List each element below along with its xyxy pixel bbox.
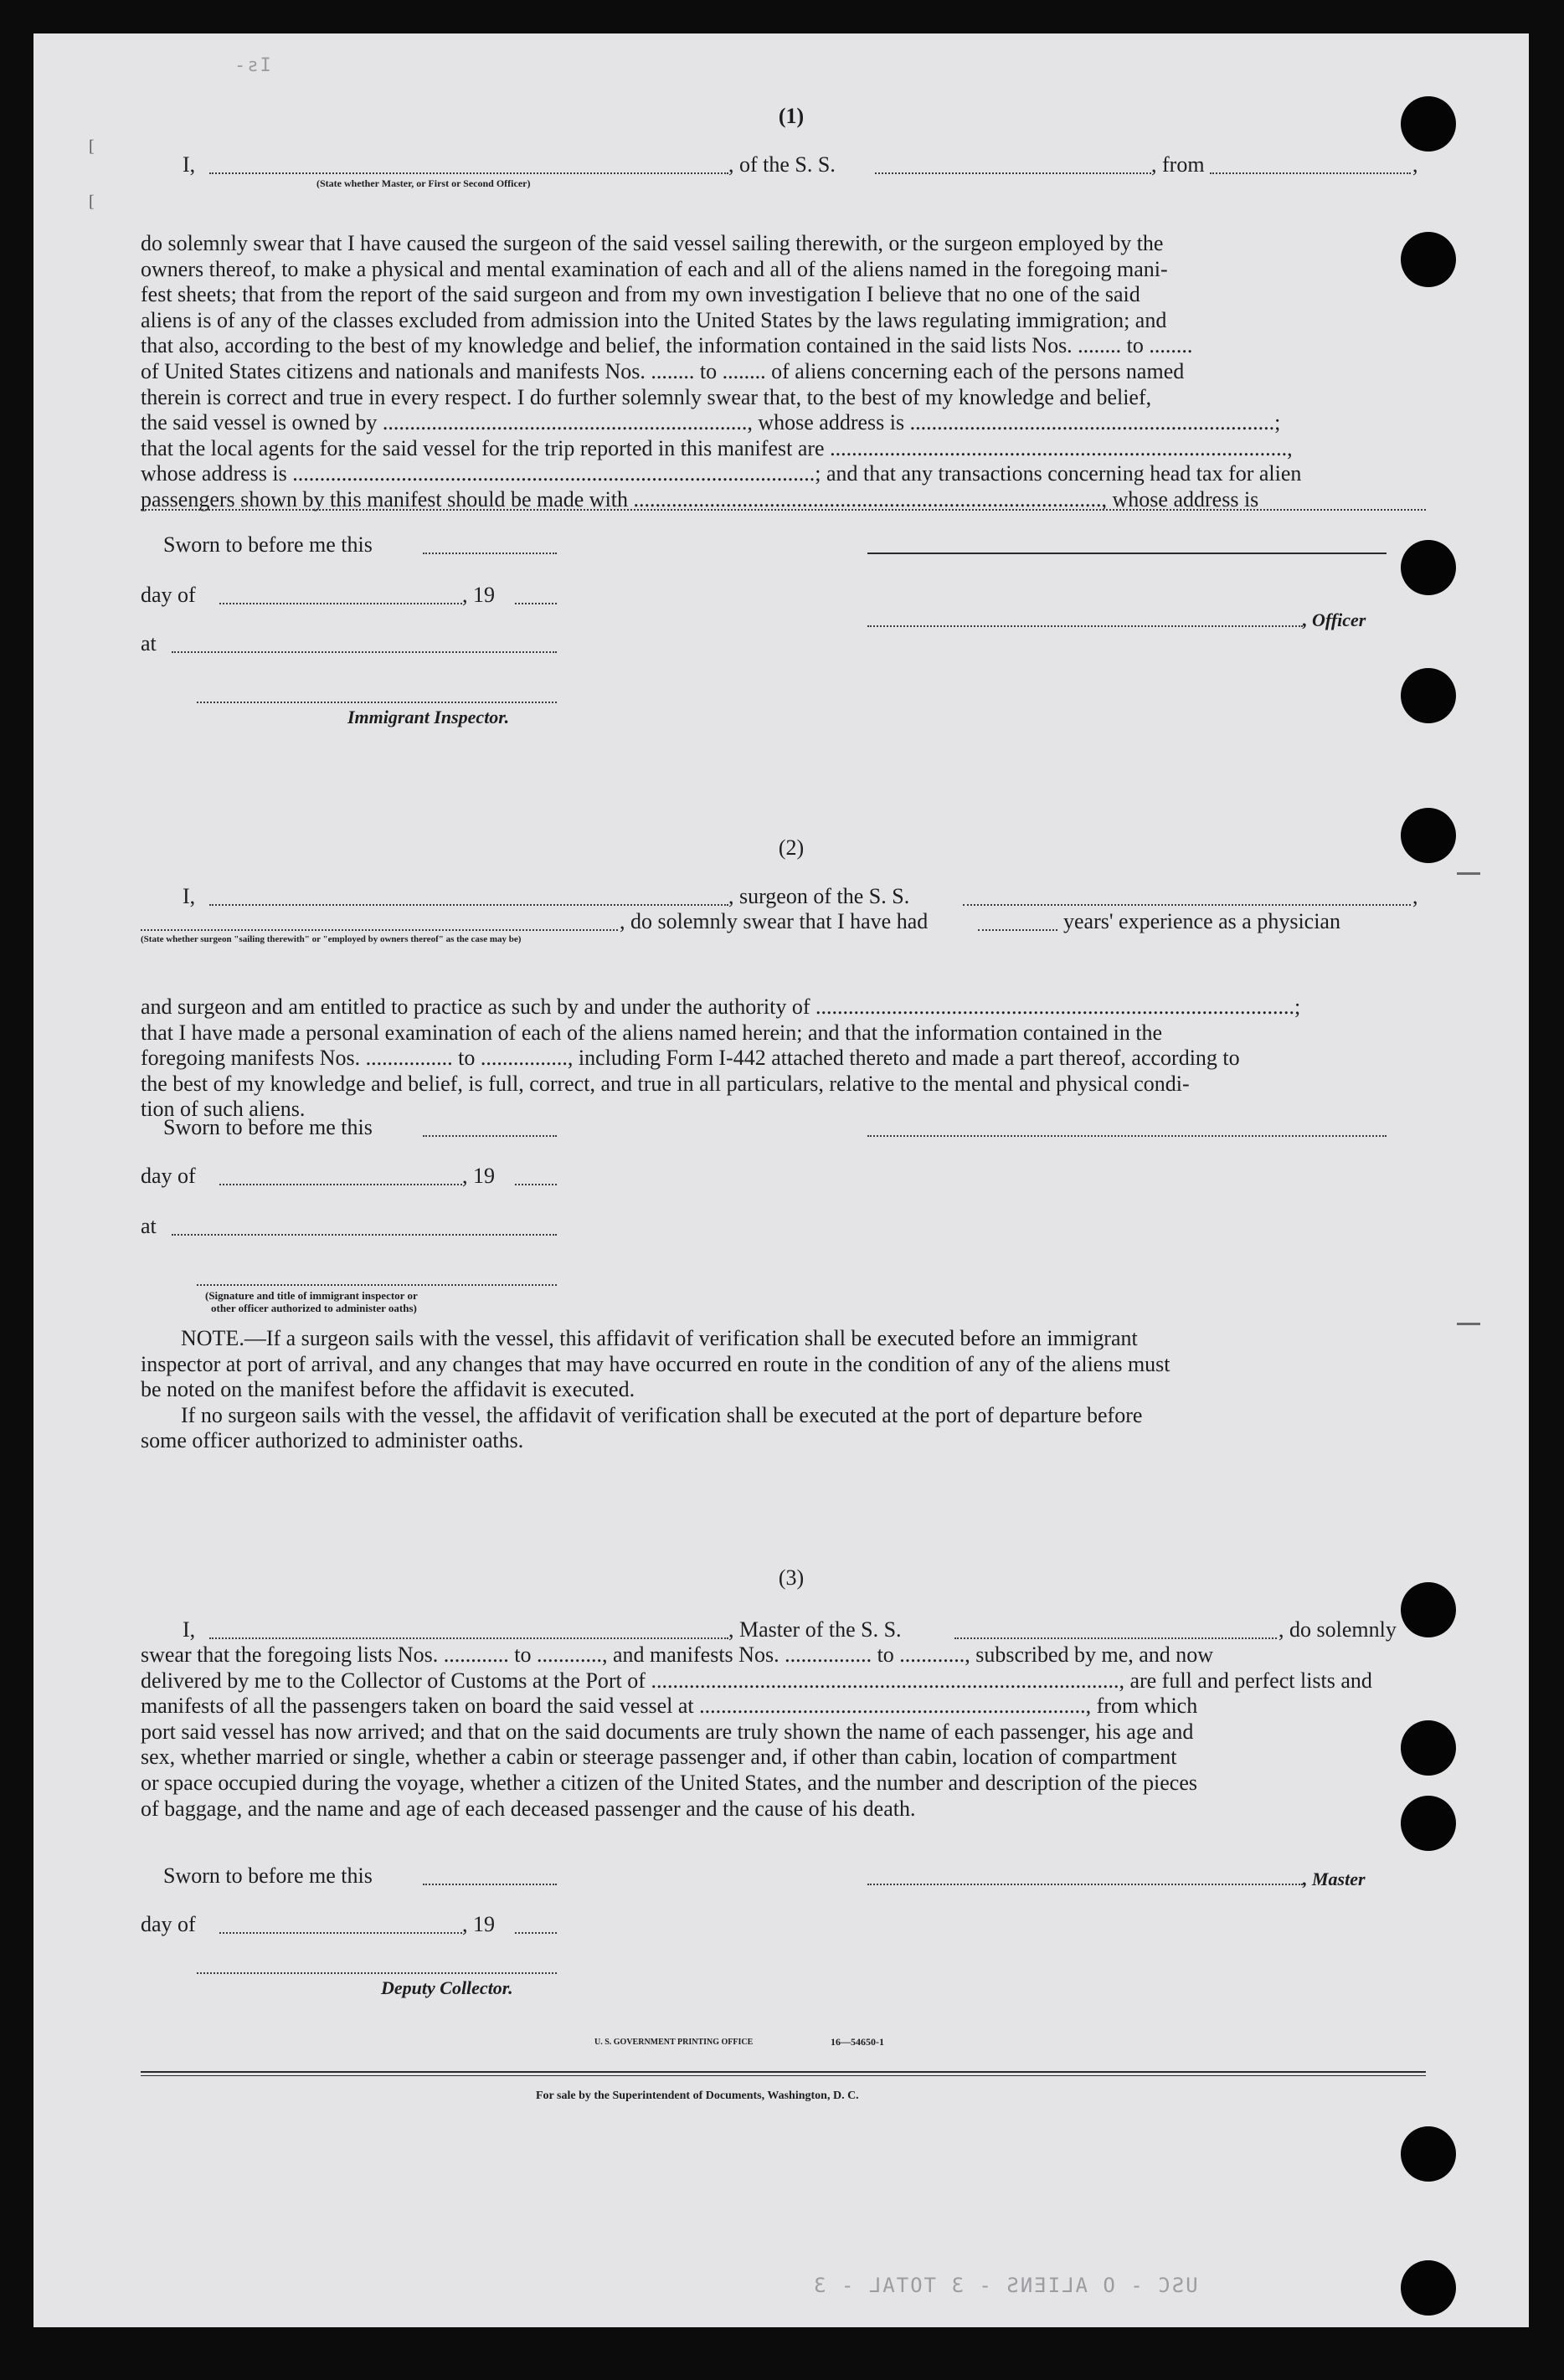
sworn-date-field[interactable] — [423, 553, 557, 554]
sworn-date-field[interactable] — [423, 1884, 557, 1885]
master-name-field[interactable] — [209, 1637, 728, 1639]
deputy-signature-line[interactable] — [197, 1972, 557, 1974]
footer-rule — [141, 2071, 1426, 2073]
year-label: , 19 — [462, 1912, 495, 1936]
punch-hole — [1401, 540, 1456, 595]
master-label: , Master — [1303, 1869, 1366, 1889]
paragraph-line: or space occupied during the voyage, whether a citizen of the United States, and the number and description of the pieces — [141, 1770, 1198, 1795]
day-of-field[interactable] — [219, 1184, 462, 1185]
day-of-label: day of — [141, 1164, 196, 1188]
bleed-through-bottom: USC - O ALIENS - 3 TOTAL - 3 — [812, 2274, 1198, 2297]
paragraph-line: therein is correct and true in every respect. I do further solemnly swear that, to the best of my knowledge and belief, — [141, 384, 1152, 409]
from-port-field[interactable] — [1210, 172, 1411, 174]
sworn-label: Sworn to before me this — [163, 1115, 373, 1139]
paragraph-line: fest sheets; that from the report of the said surgeon and from my own investigation I believe that no one of the said — [141, 282, 1140, 307]
at-label: at — [141, 1214, 157, 1238]
officer-label: , Officer — [1303, 609, 1366, 630]
footer-rule — [141, 2075, 1426, 2076]
punch-hole — [1401, 2126, 1456, 2182]
declarant-label: I, — [183, 152, 196, 177]
note-line: be noted on the manifest before the affidavit is executed. — [141, 1377, 635, 1402]
paragraph-line: whose address is ................................................................................................; and that any transactions concerning head tax for alien — [141, 461, 1302, 486]
section-heading-2: (2) — [778, 835, 805, 860]
day-of-label: day of — [141, 583, 196, 607]
years-label: years' experience as a physician — [1063, 909, 1340, 933]
note-line: inspector at port of arrival, and any changes that may have occurred en route in the condition of any of the aliens must — [141, 1351, 1170, 1376]
year-field[interactable] — [515, 1184, 557, 1185]
bracket-mark: [ — [89, 193, 95, 211]
note-line: If no surgeon sails with the vessel, the affidavit of verification shall be executed at the port of departure before — [181, 1402, 1143, 1427]
signature-caption: (Signature and title of immigrant inspector or — [205, 1289, 418, 1302]
punch-hole — [1401, 1582, 1456, 1637]
day-of-field[interactable] — [219, 603, 462, 604]
form-number: 16—54650-1 — [831, 2036, 884, 2048]
paragraph-line: sex, whether married or single, whether a cabin or steerage passenger and, if other than cabin, location of compartment — [141, 1745, 1177, 1770]
deputy-label: Deputy Collector. — [381, 1977, 513, 1998]
sworn-date-field[interactable] — [423, 1135, 557, 1137]
paragraph-line: passengers shown by this manifest should be made with ......................................................................................, whose address is — [141, 486, 1259, 511]
surgeon-ship-field[interactable] — [963, 904, 1411, 906]
day-of-label: day of — [141, 1912, 196, 1936]
sworn-label: Sworn to before me this — [163, 532, 373, 557]
paragraph-line: owners thereof, to make a physical and mental examination of each and all of the aliens named in the foregoing mani- — [141, 256, 1168, 281]
paragraph-line: port said vessel has now arrived; and that on the said documents are truly shown the name of each passenger, his age and — [141, 1719, 1194, 1744]
solemnly-label: , do solemnly — [1278, 1617, 1397, 1642]
paragraph-line: delivered by me to the Collector of Customs at the Port of ......................................................................................, are full and perfect lists and — [141, 1668, 1372, 1693]
note-line: some officer authorized to administer oaths. — [141, 1428, 524, 1453]
punch-hole — [1401, 808, 1456, 863]
section-heading-3: (3) — [778, 1565, 805, 1590]
note-line: NOTE.—If a surgeon sails with the vessel, this affidavit of verification shall be executed before an immigrant — [181, 1326, 1138, 1350]
at-field[interactable] — [172, 1234, 557, 1236]
surgeon-ship-label: , surgeon of the S. S. — [728, 884, 910, 908]
line-end: , — [1412, 152, 1418, 177]
master-oath-paragraph — [141, 231, 1426, 513]
surgeon-oath-paragraph — [141, 995, 1426, 1123]
form-page — [33, 33, 1529, 2327]
year-field[interactable] — [515, 1932, 557, 1934]
at-field[interactable] — [172, 651, 557, 653]
punch-hole — [1401, 668, 1456, 723]
years-field[interactable] — [978, 929, 1057, 931]
declarant-name-field[interactable] — [209, 172, 728, 174]
margin-mark — [1457, 1323, 1480, 1325]
paragraph-line: do solemnly swear that I have caused the surgeon of the said vessel sailing therewith, or the surgeon employed by the — [141, 231, 1164, 255]
officer-signature-line[interactable] — [867, 553, 1387, 554]
ship-label: , of the S. S. — [728, 152, 836, 177]
punch-hole — [1401, 2260, 1456, 2316]
ship-name-field[interactable] — [875, 172, 1151, 174]
paragraph-line: foregoing manifests Nos. ................ to ................, including Form I-442 attached thereto and made a part thereof, according to — [141, 1046, 1240, 1071]
signature-caption: other officer authorized to administer oaths) — [211, 1302, 417, 1314]
surgeon-signature-line[interactable] — [867, 1135, 1387, 1137]
inspector-signature-line[interactable] — [197, 702, 557, 703]
master-final-oath-paragraph — [141, 1642, 1426, 1822]
from-label: , from — [1151, 152, 1205, 177]
master-signature-line[interactable] — [867, 1884, 1303, 1885]
surgeon-caption: (State whether surgeon "sailing therewith" or "employed by owners thereof" as the case may be) — [141, 934, 522, 944]
year-field[interactable] — [515, 603, 557, 604]
note-paragraph — [141, 1326, 1426, 1454]
margin-mark — [1457, 872, 1480, 875]
at-label: at — [141, 631, 157, 655]
paragraph-line: the best of my knowledge and belief, is full, correct, and true in all particulars, relative to the mental and physical condi- — [141, 1071, 1190, 1096]
paragraph-line: the said vessel is owned by ..................................................................., whose address is ...................................................................; — [141, 410, 1281, 435]
inspector-label: Immigrant Inspector. — [347, 707, 510, 727]
inspector-signature-line[interactable] — [197, 1284, 557, 1286]
paragraph-line: and surgeon and am entitled to practice as such by and under the authority of ........................................................................................; — [141, 995, 1301, 1019]
surgeon-status-field[interactable] — [141, 929, 618, 931]
gpo-imprint: U. S. GOVERNMENT PRINTING OFFICE — [594, 2038, 754, 2047]
continuation-field[interactable] — [141, 509, 1426, 511]
paragraph-line: aliens is of any of the classes excluded from admission into the United States by the laws regulating immigration; and — [141, 307, 1167, 332]
punch-hole — [1401, 96, 1456, 152]
paragraph-line: that I have made a personal examination of each of the aliens named herein; and that the information contained in the — [141, 1020, 1163, 1045]
paragraph-line: swear that the foregoing lists Nos. ............ to ............, and manifests Nos. ................ to ............, subscribed by me, and now — [141, 1642, 1214, 1667]
master-ship-field[interactable] — [954, 1637, 1277, 1639]
surgeon-name-field[interactable] — [209, 904, 728, 906]
master-ship-label: , Master of the S. S. — [728, 1617, 902, 1642]
officer-title-field[interactable] — [867, 625, 1303, 627]
surgeon-declarant-label: I, — [183, 884, 196, 908]
paragraph-line: manifests of all the passengers taken on board the said vessel at ......................................................................., from which — [141, 1694, 1198, 1719]
paragraph-line: of baggage, and the name and age of each deceased passenger and the cause of his death. — [141, 1796, 916, 1821]
paragraph-line: of United States citizens and nationals and manifests Nos. ........ to ........ of aliens concerning each of the persons named — [141, 358, 1185, 383]
line-end: , — [1412, 884, 1418, 908]
paragraph-line: that also, according to the best of my knowledge and belief, the information contained in the said lists Nos. ........ to ........ — [141, 333, 1193, 358]
paragraph-line: that the local agents for the said vessel for the trip reported in this manifest are ...................................................................................., — [141, 435, 1293, 460]
paragraph-line: tion of such aliens. — [141, 1097, 306, 1122]
sale-notice: For sale by the Superintendent of Documents, Washington, D. C. — [536, 2090, 859, 2102]
officer-caption: (State whether Master, or First or Second Officer) — [316, 177, 531, 189]
day-of-field[interactable] — [219, 1932, 462, 1934]
year-label: , 19 — [462, 1164, 495, 1188]
sworn-label: Sworn to before me this — [163, 1863, 373, 1888]
section-heading-1: (1) — [778, 104, 805, 128]
master-declarant-label: I, — [183, 1617, 196, 1642]
bracket-mark: [ — [89, 137, 95, 156]
bleed-through-top: -ƨI — [234, 55, 273, 76]
swear-label: , do solemnly swear that I have had — [620, 909, 929, 933]
year-label: , 19 — [462, 583, 495, 607]
